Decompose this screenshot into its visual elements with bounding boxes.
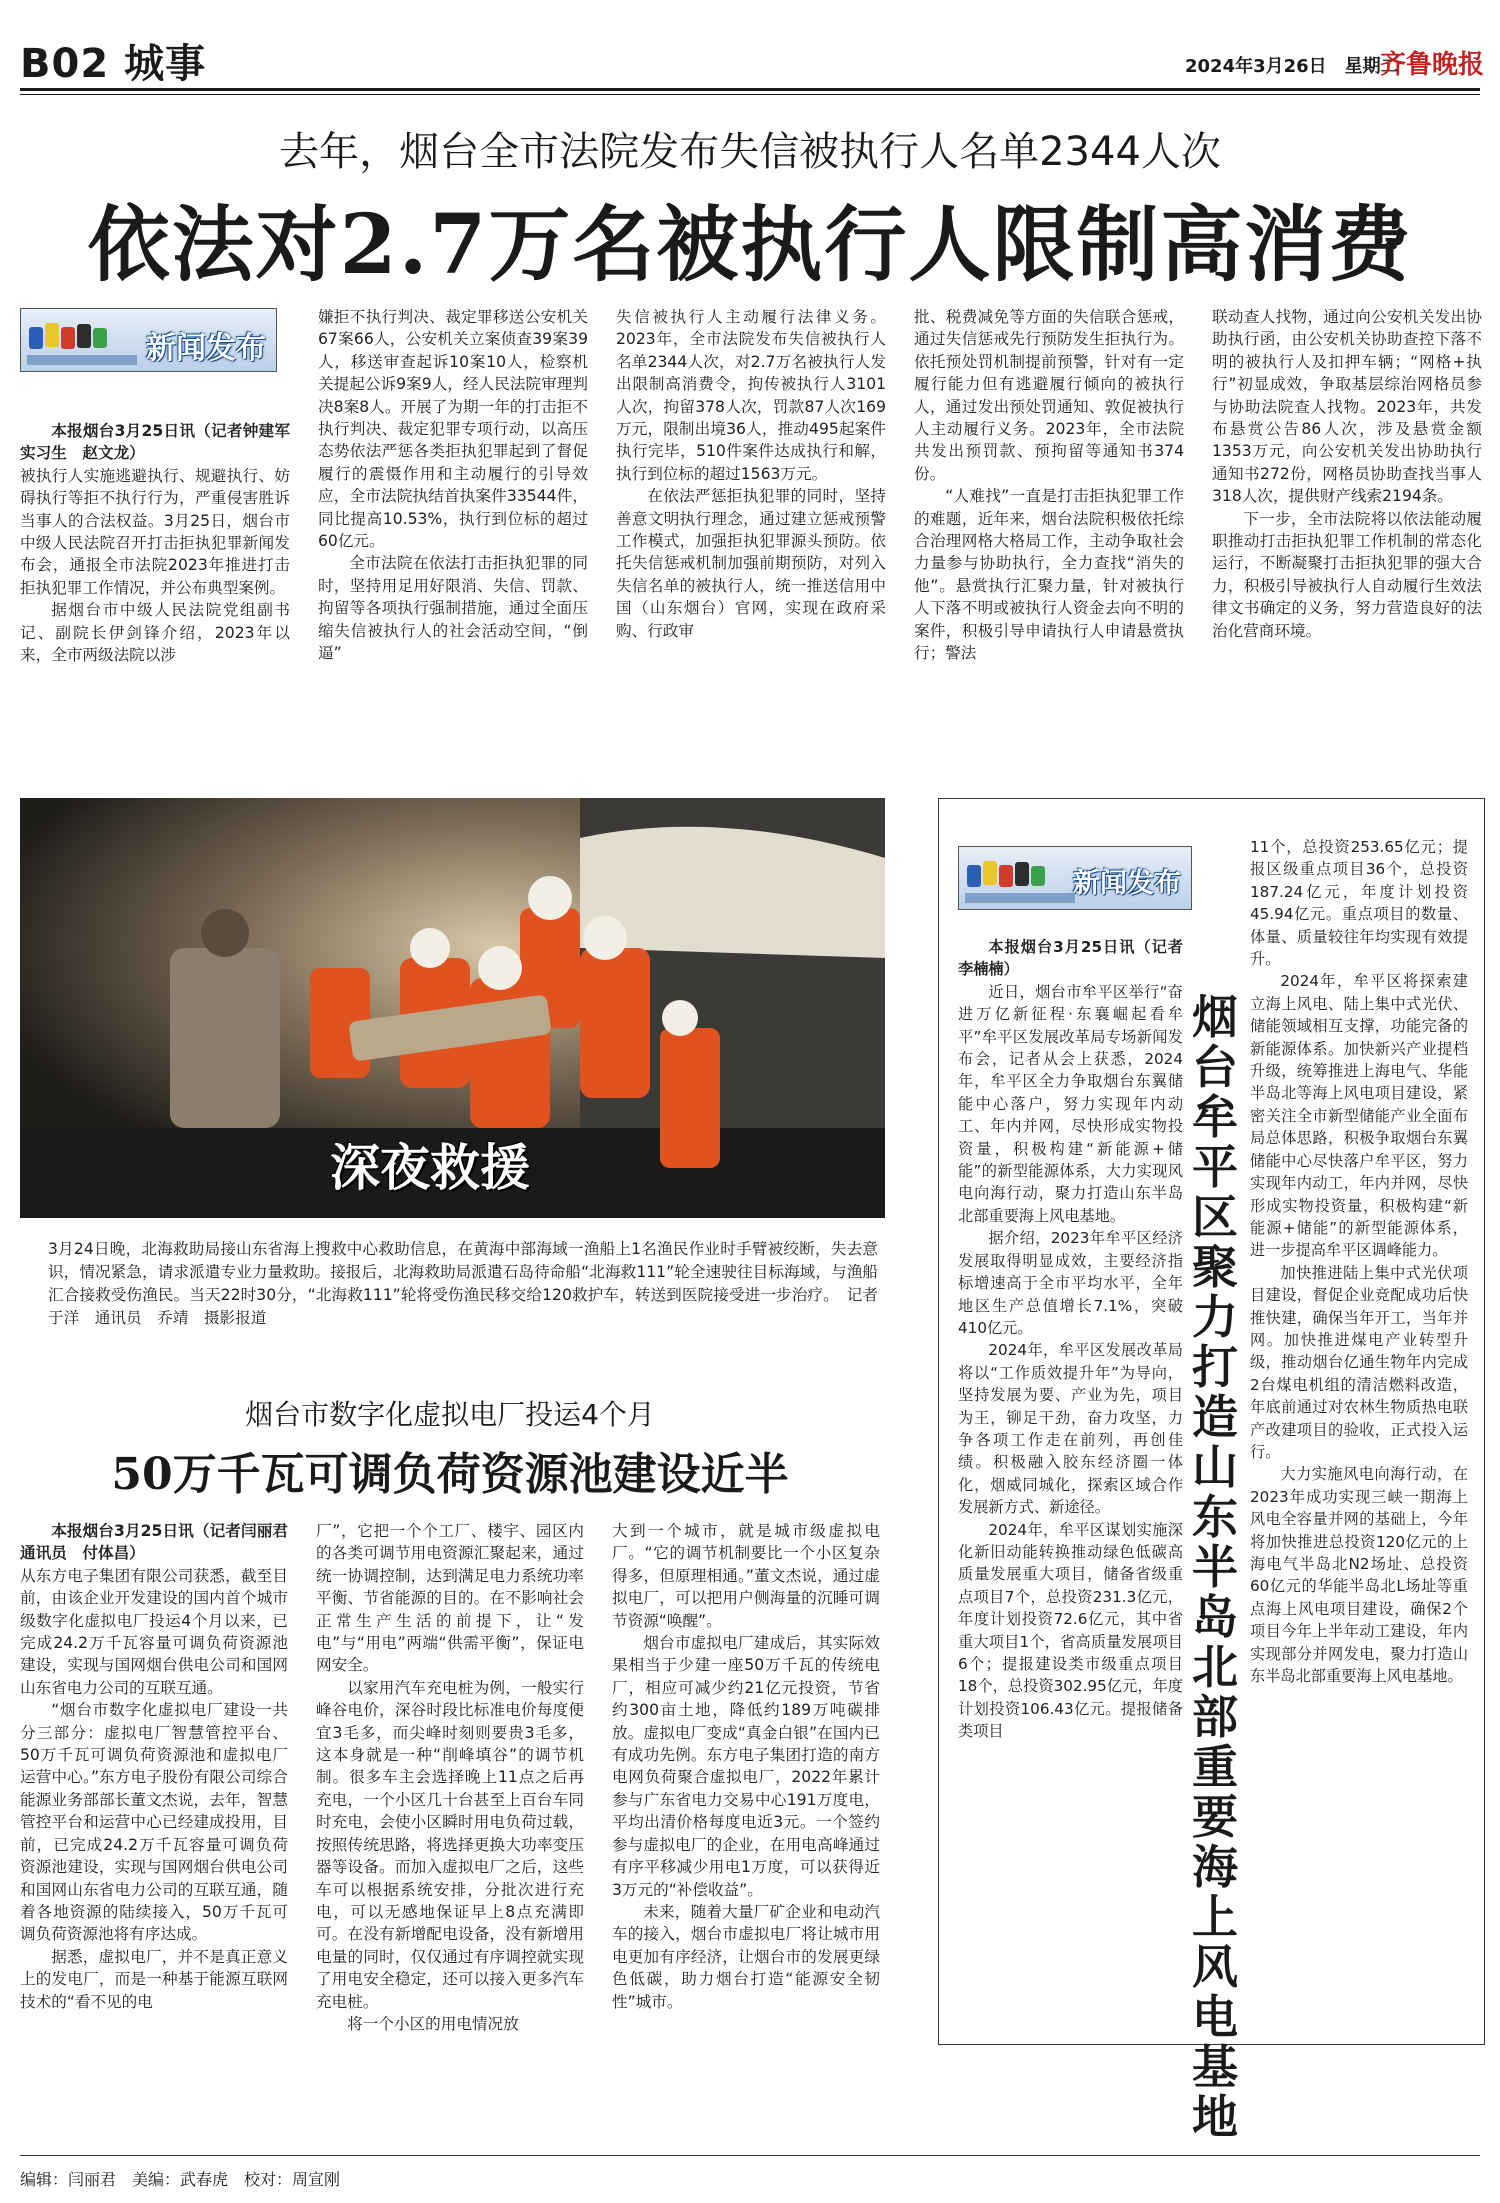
badge-label: 新闻发布: [1073, 868, 1181, 899]
title-char: 重: [1192, 1740, 1238, 1794]
lead-dateline: 本报烟台3月25日讯（记者钟建军 实习生 赵文龙）: [20, 422, 306, 463]
paragraph: 厂”，它把一个个工厂、楼宇、园区内的各类可调节用电资源汇聚起来，通过统一协调控制，达到满足电力系统功率平衡、节省能源的目的。在不影响社会正常生产生活的前提下，让“发电”与“用电”两端“供需平衡”，保证电网安全。: [316, 1522, 584, 1675]
caption-text: 3月24日晚，北海救助局接山东省海上搜救中心救助信息，在黄海中部海域一渔船上1名渔民作业时手臂被绞断，失去意识，情况紧急，请求派遣专业力量救助。接报后，北海救助局派遣石岛待命船“北海救111”轮全速驶往目标海域，与渔船汇合接救受伤渔民。当天22时30分，“北海救111”轮将受伤渔民移交给120救护车，转送到医院接受进一步治疗。 记者 于洋 通讯员 乔靖 摄影报道: [48, 1240, 894, 1327]
paragraph: 近日，烟台市牟平区举行“奋进万亿新征程·东襄崛起看牟平”牟平区发展改革局专场新闻发布会，记者从会上获悉，2024年，牟平区全力争取烟台东翼储能中心落户，努力实现年内动工、年内并网，尽快形成实物投资量，积极构建“新能源+储能”的新型能源体系，大力实现风电向海行动，聚力打造山东半岛北部重要海上风电基地。: [958, 982, 1183, 1225]
paragraph: 从东方电子集团有限公司获悉，截至目前，由该企业开发建设的国内首个城市级数字化虚拟电厂投运4个月以来，已完成24.2万千瓦容量可调负荷资源池建设，实现与国网烟台供电公司和国网山东省电力公司的互联互通。: [20, 1566, 288, 1697]
lead-title: 依法对2.7万名被执行人限制高消费: [87, 197, 1413, 293]
newspaper-logo: 齐鲁晚报: [1380, 50, 1485, 80]
lead-column-2: [318, 306, 588, 665]
paragraph: 嫌拒不执行判决、裁定罪移送公安机关67案66人，公安机关立案侦查39案39人，移送审查起诉10案10人，检察机关提起公诉9案9人，经人民法院审理判决8案8人。开展了为期一年的打击拒不执行判决、裁定犯罪专项行动，以高压态势依法严惩各类拒执犯罪起到了督促履行的震慑作用和主动履行的引导效应，全市法院执结首执案件33544件，同比提高10.53%，执行到位标的超过60亿元。: [318, 308, 588, 551]
title-char: 聚: [1192, 1240, 1238, 1294]
editor-credits: 编辑：闫丽君 美编：武春虎 校对：周宣刚: [20, 2170, 341, 2189]
paragraph: 2024年，牟平区将探索建立海上风电、陆上集中式光伏、储能领域相互支撑，功能完备的新能源体系。加快新兴产业提档升级，统筹推进上海电气、华能半岛北等海上风电项目建设，紧密关注全市新型储能产业全面布局总体思路，积极争取烟台东翼储能中心尽快落户牟平区，努力实现年内动工，年内并网，尽快形成实物投资量，积极构建“新能源+储能”的新型能源体系，进一步提高牟平区调峰能力。: [1250, 972, 1468, 1260]
page-number: B02 城事: [20, 41, 207, 87]
right-column-1: [958, 936, 1199, 1743]
news-release-badge-right: [958, 846, 1192, 910]
footer-rule: [20, 2155, 1480, 2156]
title-char: 部: [1192, 1690, 1238, 1744]
paragraph: “人难找”一直是打击拒执犯罪工作的难题，近年来，烟台法院积极依托综合治理网格大格局工作，主动争取社会力量参与协助执行，全力查找“消失的他”。悬赏执行汇聚力量，针对被执行人下落不明或被执行人资金去向不明的案件，积极引导申请执行人申请悬赏执行；警法: [914, 487, 1184, 663]
paragraph: 将一个小区的用电情况放: [347, 2014, 519, 2033]
lead-column-3: [616, 306, 886, 642]
paragraph: 据介绍，2023年牟平区经济发展取得明显成效，主要经济指标增速高于全市平均水平，全年地区生产总值增长7.1%，突破410亿元。: [958, 1229, 1183, 1337]
paragraph: 2024年，牟平区谋划实施深化新旧动能转换推动绿色低碳高质量发展重大项目，储备省级重点项目7个，总投资231.3亿元，年度计划投资72.6亿元，其中省重大项目1个，省高质量发展项目6个；提报建设类市级重点项目18个，总投资302.95亿元，年度计划投资106.43亿元。提报储备类项目: [958, 1520, 1183, 1741]
second-column-1: [20, 1520, 304, 2013]
title-char: 牟: [1192, 1090, 1238, 1144]
paragraph: 烟台市虚拟电厂建成后，其实际效果相当于少建一座50万千瓦的传统电厂，相应可减少约21亿元投资，节省约300亩土地，降低约189万吨碳排放。虚拟电厂变成“真金白银”在国内已有成功先例。东方电子集团打造的南方电网负荷聚合虚拟电厂，2022年累计参与广东省电力交易中心191万度电，平均出清价格每度电近3元。一个签约参与虚拟电厂的企业，在用电高峰通过有序平移减少用电1万度，可以获得近3万元的“补偿收益”。: [612, 1634, 880, 1899]
title-char: 海: [1192, 1840, 1238, 1894]
title-char: 烟: [1192, 990, 1238, 1044]
title-char: 岛: [1192, 1590, 1238, 1644]
title-char: 北: [1192, 1640, 1238, 1694]
second-dateline: 本报烟台3月25日讯（记者闫丽君 通讯员 付体昌）: [20, 1522, 304, 1563]
paragraph: 加快推进陆上集中式光伏项目建设，督促企业竞配成功后快推快建，确保当年开工，当年并网。加快推进煤电产业转型升级，推动烟台亿通生物年内完成2台煤电机组的清洁燃料改造，年底前通过对农林生物质热电联产改建项目的验收，正式投入运行。: [1250, 1263, 1468, 1461]
lead-column-1: [20, 420, 306, 666]
paragraph: 大力实施风电向海行动，在2023年成功实现三峡一期海上风电全容量并网的基础上，今年将加快推进总投资120亿元的上海电气半岛北N2场址、总投资60亿元的华能半岛北L场址等重点海上风电项目建设，确保2个项目今年上半年动工建设，年内实现部分并网发电，聚力打造山东半岛北部重要海上风电基地。: [1250, 1465, 1468, 1686]
right-column-2: [1250, 836, 1468, 1687]
microphones-icon: [965, 859, 1075, 903]
paragraph: 下一步，全市法院将以依法能动履职推动打击拒执犯罪工作机制的常态化运行，不断凝聚打击拒执犯罪的强大合力，积极引导被执行人自动履行生效法律文书确定的义务，努力营造良好的法治化营商环境。: [1212, 509, 1482, 640]
title-char: 风: [1192, 1940, 1238, 1994]
title-char: 平: [1192, 1140, 1238, 1194]
paragraph: 以家用汽车充电桩为例，一般实行峰谷电价，深谷时段比标准电价每度便宜3毛多，而尖峰时刻则要贵3毛多，这本身就是一种“削峰填谷”的调节机制。很多车主会选择晚上11点之后再充电，一个小区几十台甚至上百台车同时充电，会使小区瞬时用电负荷过载，按照传统思路，将选择更换大功率变压器等设备。而加入虚拟电厂之后，这些车可以根据系统安排，分批次进行充电，可以无感地保证早上8点充满即可。在没有新增配电设备，没有新增用电量的同时，仅仅通过有序调控就实现了用电安全稳定，还可以接入更多汽车充电桩。: [316, 1678, 584, 2011]
microphones-icon: [27, 321, 137, 365]
title-char: 台: [1192, 1040, 1238, 1094]
title-char: 力: [1192, 1290, 1238, 1344]
title-char: 电: [1192, 1990, 1238, 2044]
paragraph: 未来，随着大量厂矿企业和电动汽车的接入，烟台市虚拟电厂将让城市用电更加有序经济，让烟台市的发展更绿色低碳，助力烟台打造“能源安全韧性”城市。: [612, 1902, 880, 2011]
title-char: 半: [1192, 1540, 1238, 1594]
badge-label: 新闻发布: [146, 331, 266, 366]
lead-column-5: [1212, 306, 1482, 642]
title-char: 打: [1192, 1340, 1238, 1394]
header-rule: [20, 88, 1480, 91]
paragraph: 2024年，牟平区发展改革局将以“工作质效提升年”为导向，坚持发展为要、产业为先，项目为王，铆足干劲，奋力攻坚，力争各项工作走在前列，再创佳绩。积极融入胶东经济圈一体化，烟威同城化，探索区域合作发展新方式、新途径。: [958, 1341, 1183, 1517]
second-column-2: [316, 1520, 584, 2035]
title-char: 山: [1192, 1440, 1238, 1494]
photo-caption: [48, 1238, 894, 1330]
title-char: 地: [1192, 2090, 1238, 2144]
lead-subtitle: 去年，烟台全市法院发布失信被执行人名单2344人次: [279, 129, 1221, 175]
title-char: 造: [1192, 1390, 1238, 1444]
news-release-badge: [20, 308, 277, 372]
paragraph: 大到一个城市，就是城市级虚拟电厂。“它的调节机制要比一个小区复杂得多，但原理相通。”董文杰说，通过虚拟电厂，可以把用户侧海量的沉睡可调节资源“唤醒”。: [612, 1522, 880, 1630]
second-title: 50万千瓦可调负荷资源池建设近半: [111, 1449, 789, 1500]
paragraph: 联动查人找物，通过向公安机关发出协助执行函，由公安机关协助查控下落不明的被执行人及扣押车辆；“网格+执行”初显成效，争取基层综治网格员参与协助法院查人找物。2023年，共发布悬赏公告86人次，涉及悬赏金额1353万元，向公安机关发出协助执行通知书272份，网格员协助查找当事人318人次，提供财产线索2194条。: [1212, 308, 1482, 506]
right-dateline: 本报烟台3月25日讯（记者 李楠楠）: [958, 938, 1199, 979]
title-char: 基: [1192, 2040, 1238, 2094]
paragraph: 失信被执行人主动履行法律义务。2023年，全市法院发布失信被执行人名单2344人次，对2.7万名被执行人发出限制高消费令，拘传被执行人3101人次，拘留378人次，罚款87人次169万元，限制出境36人，推动495起案件执行完毕，510件案件达成执行和解，执行到位标的超过1563万元。: [616, 308, 886, 483]
title-char: 上: [1192, 1890, 1238, 1944]
title-char: 要: [1192, 1790, 1238, 1844]
paragraph: 全市法院在依法打击拒执犯罪的同时，坚持用足用好限消、失信、罚款、拘留等各项执行强制措施，通过全面压缩失信被执行人的社会活动空间，“倒逼”: [318, 554, 588, 663]
paragraph: 据烟台市中级人民法院党组副书记、副院长伊剑锋介绍，2023年以来，全市两级法院以涉: [20, 601, 290, 665]
paragraph: 被执行人实施逃避执行、规避执行、妨碍执行等拒不执行行为，严重侵害胜诉当事人的合法权益。3月25日，烟台市中级人民法院召开打击拒执犯罪新闻发布会，通报全市法院2023年推进打击拒执犯罪工作情况，并公布典型案例。: [20, 466, 290, 597]
second-column-3: [612, 1520, 880, 2013]
paragraph: 在依法严惩拒执犯罪的同时，坚持善意文明执行理念，通过建立惩戒预警工作模式，加强拒执犯罪源头预防。依托失信惩戒机制加强前期预防，对列入失信名单的被执行人，统一推送信用中国（山东烟台）官网，实现在政府采购、行政审: [616, 487, 886, 640]
paragraph: “烟台市数字化虚拟电厂建设一共分三部分：虚拟电厂智慧管控平台、50万千瓦可调负荷资源池和虚拟电厂运营中心。”东方电子股份有限公司综合能源业务部部长董文杰说，去年，智慧管控平台和运营中心已经建成投用，目前，已完成24.2万千瓦容量可调负荷资源池建设，实现与国网烟台供电公司和国网山东省电力公司的互联互通，随着各地资源的陆续接入，50万千瓦可调负荷资源池将有序达成。: [20, 1701, 288, 1944]
title-char: 东: [1192, 1490, 1238, 1544]
header-rule-thin: [20, 94, 1480, 95]
right-vertical-title: [1190, 992, 1240, 2142]
second-subtitle: 烟台市数字化虚拟电厂投运4个月: [245, 1398, 655, 1431]
paragraph: 11个，总投资253.65亿元；提报区级重点项目36个，总投资187.24亿元，年度计划投资45.94亿元。重点项目的数量、体量、质量较往年均实现有效提升。: [1250, 838, 1468, 969]
paragraph: 据悉，虚拟电厂，并不是真正意义上的发电厂，而是一种基于能源互联网技术的“看不见的电: [20, 1947, 288, 2011]
issue-date: 2024年3月26日 星期二: [1185, 56, 1399, 77]
rescue-photo: [20, 798, 885, 1218]
photo-title: 深夜救援: [330, 1138, 530, 1197]
title-char: 区: [1192, 1190, 1238, 1244]
paragraph: 批、税费减免等方面的失信联合惩戒，通过失信惩戒先行预防发生拒执行为。依托预处罚机制提前预警，针对有一定履行能力但有逃避履行倾向的被执行人，通过发出预处罚通知、敦促被执行人主动履行义务。2023年，全市法院共发出预罚款、预拘留等通知书374份。: [914, 308, 1184, 483]
lead-column-4: [914, 306, 1184, 665]
